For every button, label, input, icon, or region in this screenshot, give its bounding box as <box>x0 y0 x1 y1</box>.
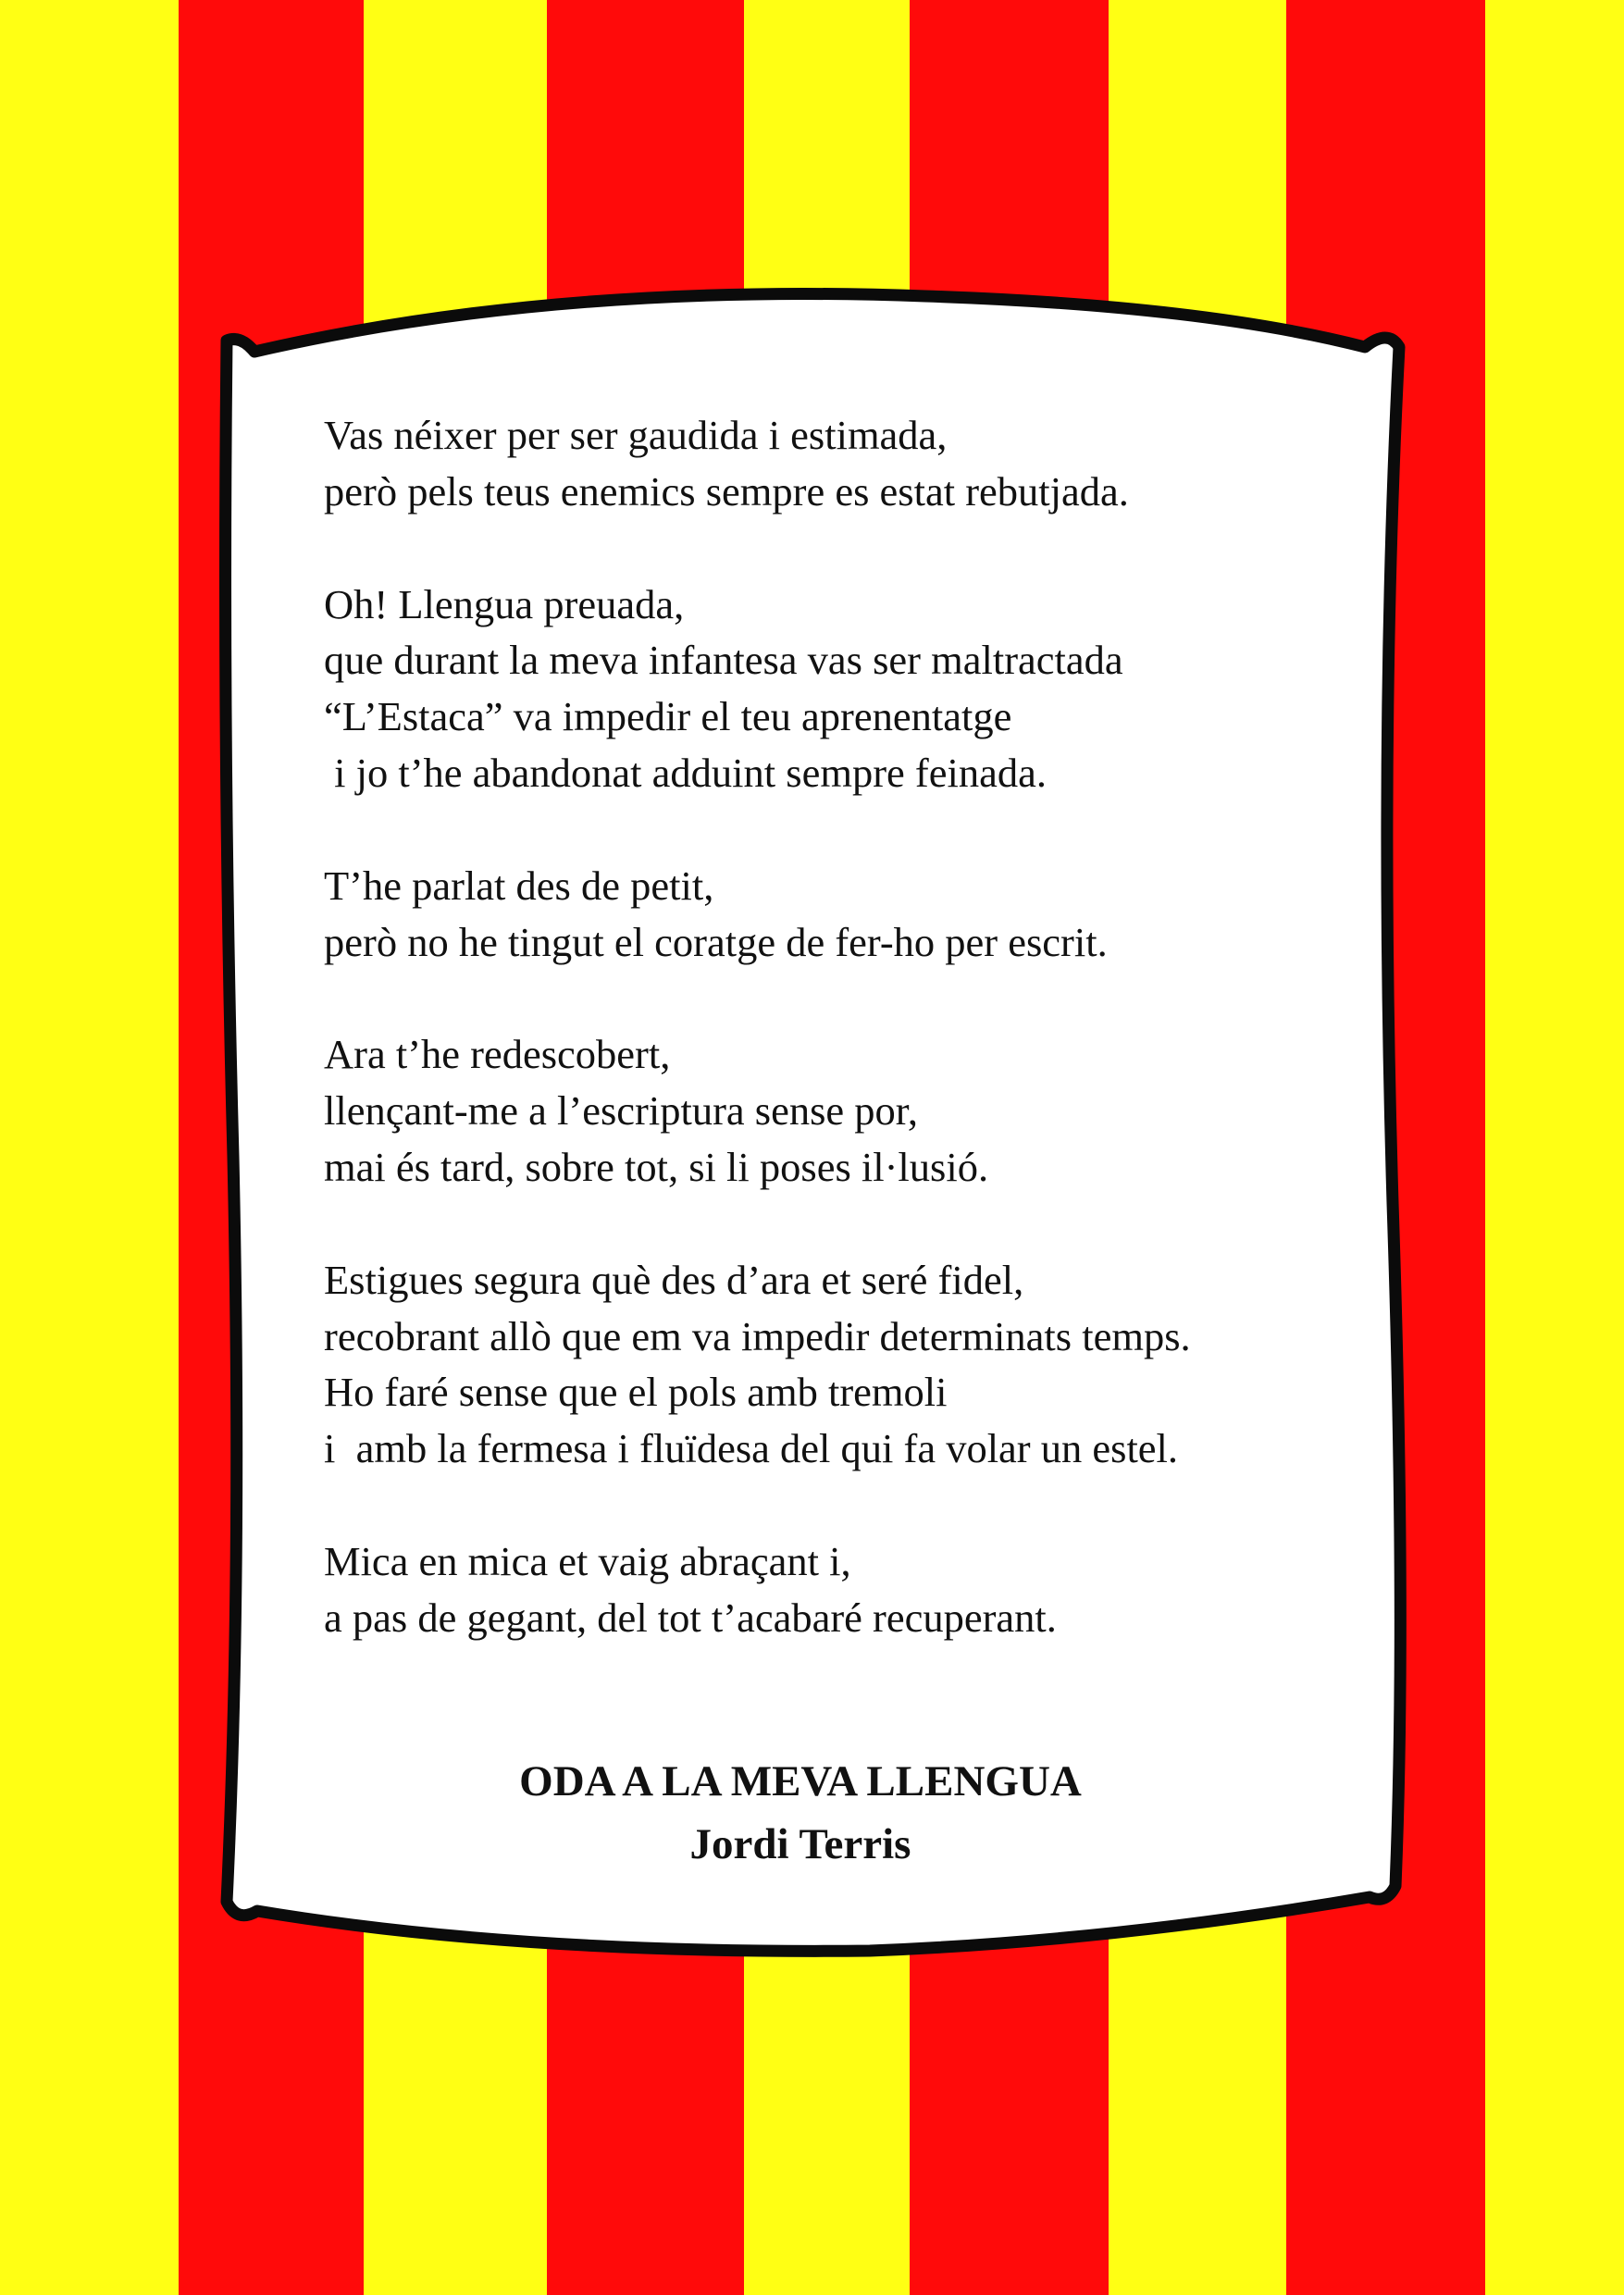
poem-author: Jordi Terris <box>689 1820 911 1868</box>
poem-line: però pels teus enemics sempre es estat rebutjada. <box>324 467 1129 515</box>
poem-line: Oh! Llengua preuada, <box>324 580 685 627</box>
poem-stanza <box>324 858 1407 971</box>
poem-line: Ho faré sense que el pols amb tremoli <box>324 1369 948 1416</box>
poem-line: Estigues segura què des d’ara et seré fidel, <box>324 1256 1024 1303</box>
poem-line: que durant la meva infantesa vas ser maltractada <box>324 637 1123 684</box>
poem-line: Ara t’he redescobert, <box>324 1031 671 1078</box>
poem-text <box>324 407 1407 1703</box>
poem-line: recobrant allò que em va impedir determinats temps. <box>324 1312 1191 1359</box>
poem-stanza <box>324 1252 1407 1477</box>
poem-title: ODA A LA MEVA LLENGUA <box>519 1757 1082 1805</box>
poem-line: T’he parlat des de petit, <box>324 862 714 909</box>
poem-line: i amb la fermesa i fluïdesa del qui fa volar un estel. <box>324 1425 1179 1472</box>
poem-line: Mica en mica et vaig abraçant i, <box>324 1537 851 1584</box>
poem-stanza <box>324 1533 1407 1646</box>
poem-stanza <box>324 577 1407 801</box>
poem-stanza <box>324 407 1407 520</box>
poem-line: “L’Estaca” va impedir el teu aprenentatge <box>324 693 1012 740</box>
poem-stanza <box>324 1026 1407 1195</box>
poem-line: i jo t’he abandonat adduint sempre feinada. <box>324 749 1047 796</box>
poem-line: mai és tard, sobre tot, si li poses il·lusió. <box>324 1143 989 1190</box>
poem-line: a pas de gegant, del tot t’acabaré recuperant. <box>324 1594 1057 1641</box>
poem-line: però no he tingut el coratge de fer-ho per escrit. <box>324 918 1108 965</box>
poem-line: Vas néixer per ser gaudida i estimada, <box>324 412 948 458</box>
poem-line: llençant-me a l’escriptura sense por, <box>324 1087 918 1135</box>
